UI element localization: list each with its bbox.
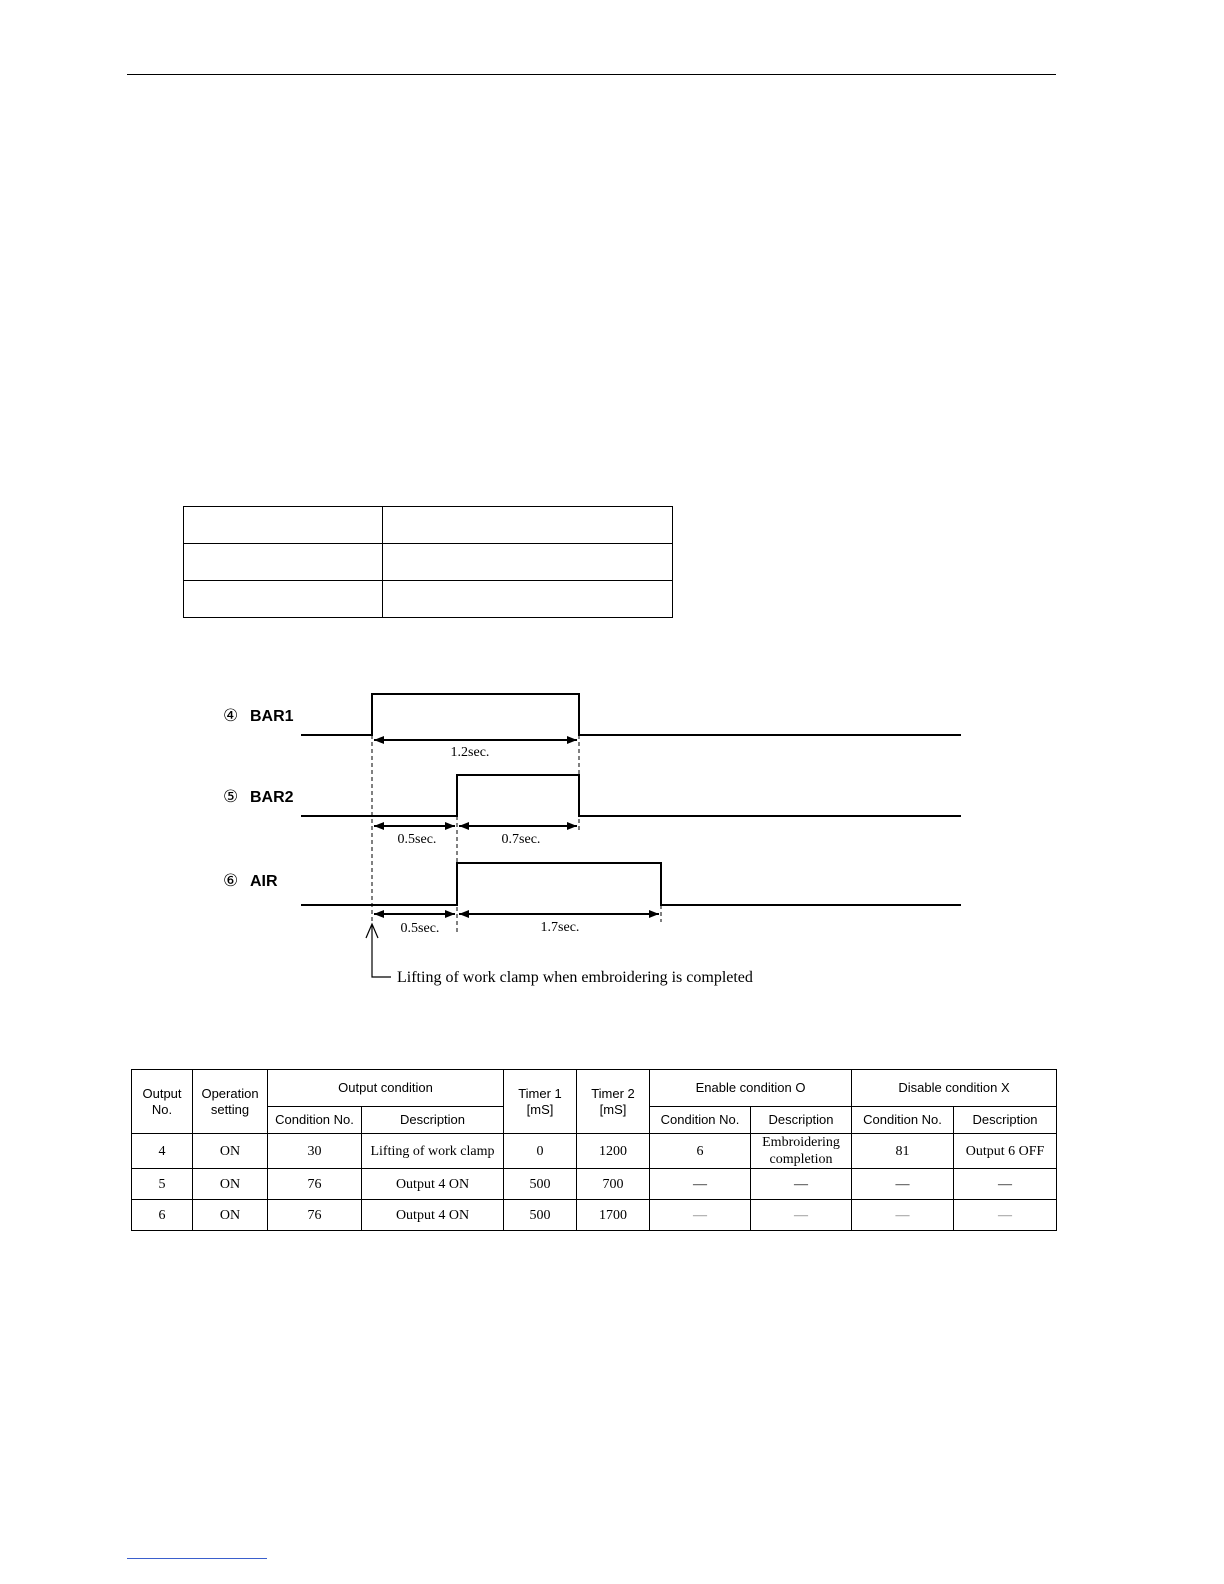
signal-6-symbol: ⑥ (223, 871, 239, 891)
cell-disable-description: Output 6 OFF (954, 1134, 1057, 1169)
bar2-waveform (301, 775, 961, 816)
header-condition-no: Condition No. (650, 1107, 751, 1134)
blank-cell (184, 507, 383, 544)
cell-enable-description: Embroidering completion (751, 1134, 852, 1169)
header-timer2: Timer 2 [mS] (577, 1070, 650, 1134)
bar2-delay-label: 0.5sec. (397, 832, 437, 847)
cell-operation: ON (193, 1134, 268, 1169)
cell-output-no: 5 (132, 1169, 193, 1200)
header-enable-condition: Enable condition O (650, 1070, 852, 1107)
header-output-condition: Output condition (268, 1070, 504, 1107)
signal-5-symbol: ⑤ (223, 787, 239, 807)
header-description: Description (362, 1107, 504, 1134)
cell-enable-description: — (751, 1200, 852, 1231)
cell-timer1: 0 (504, 1134, 577, 1169)
blank-cell (383, 581, 673, 618)
cell-output-description: Output 4 ON (362, 1200, 504, 1231)
cell-output-description: Output 4 ON (362, 1169, 504, 1200)
cell-disable-condition-no: — (852, 1169, 954, 1200)
cell-enable-description: — (751, 1169, 852, 1200)
bar1-duration-label: 1.2sec. (450, 745, 490, 760)
output-settings-table (131, 1069, 1057, 1231)
header-condition-no: Condition No. (268, 1107, 362, 1134)
footer-rule (127, 1558, 267, 1559)
cell-output-condition-no: 76 (268, 1169, 362, 1200)
cell-output-description: Lifting of work clamp (362, 1134, 504, 1169)
signal-4-symbol: ④ (223, 706, 239, 726)
cell-output-no: 4 (132, 1134, 193, 1169)
table-row (132, 1134, 1057, 1169)
header-description: Description (954, 1107, 1057, 1134)
signal-4-label: BAR1 (250, 708, 294, 725)
cell-output-no: 6 (132, 1200, 193, 1231)
cell-enable-condition-no: — (650, 1200, 751, 1231)
cell-enable-condition-no: — (650, 1169, 751, 1200)
air-waveform (301, 863, 961, 905)
cell-timer1: 500 (504, 1200, 577, 1231)
header-description: Description (751, 1107, 852, 1134)
cell-disable-condition-no: — (852, 1200, 954, 1231)
blank-table (183, 506, 673, 618)
blank-cell (383, 507, 673, 544)
trigger-leader-line (372, 925, 391, 977)
cell-disable-description: — (954, 1169, 1057, 1200)
header-condition-no: Condition No. (852, 1107, 954, 1134)
timing-diagram (0, 640, 1224, 1000)
header-timer1: Timer 1 [mS] (504, 1070, 577, 1134)
blank-cell (184, 544, 383, 581)
cell-output-condition-no: 30 (268, 1134, 362, 1169)
cell-disable-description: — (954, 1200, 1057, 1231)
cell-timer1: 500 (504, 1169, 577, 1200)
cell-disable-condition-no: 81 (852, 1134, 954, 1169)
blank-cell (184, 581, 383, 618)
cell-timer2: 700 (577, 1169, 650, 1200)
signal-5-label: BAR2 (250, 789, 294, 806)
table-row (132, 1169, 1057, 1200)
header-output-no: Output No. (132, 1070, 193, 1134)
blank-cell (383, 544, 673, 581)
bar2-duration-label: 0.7sec. (501, 832, 541, 847)
table-row (132, 1200, 1057, 1231)
air-duration-label: 1.7sec. (540, 920, 580, 935)
bar1-waveform (301, 694, 961, 735)
header-operation-setting: Operation setting (193, 1070, 268, 1134)
trigger-note: Lifting of work clamp when embroidering is completed (397, 969, 753, 986)
header-disable-condition: Disable condition X (852, 1070, 1057, 1107)
cell-operation: ON (193, 1169, 268, 1200)
air-delay-label: 0.5sec. (400, 921, 440, 936)
cell-timer2: 1200 (577, 1134, 650, 1169)
cell-output-condition-no: 76 (268, 1200, 362, 1231)
cell-enable-condition-no: 6 (650, 1134, 751, 1169)
cell-operation: ON (193, 1200, 268, 1231)
cell-timer2: 1700 (577, 1200, 650, 1231)
header-rule (127, 74, 1056, 75)
signal-6-label: AIR (250, 873, 278, 890)
